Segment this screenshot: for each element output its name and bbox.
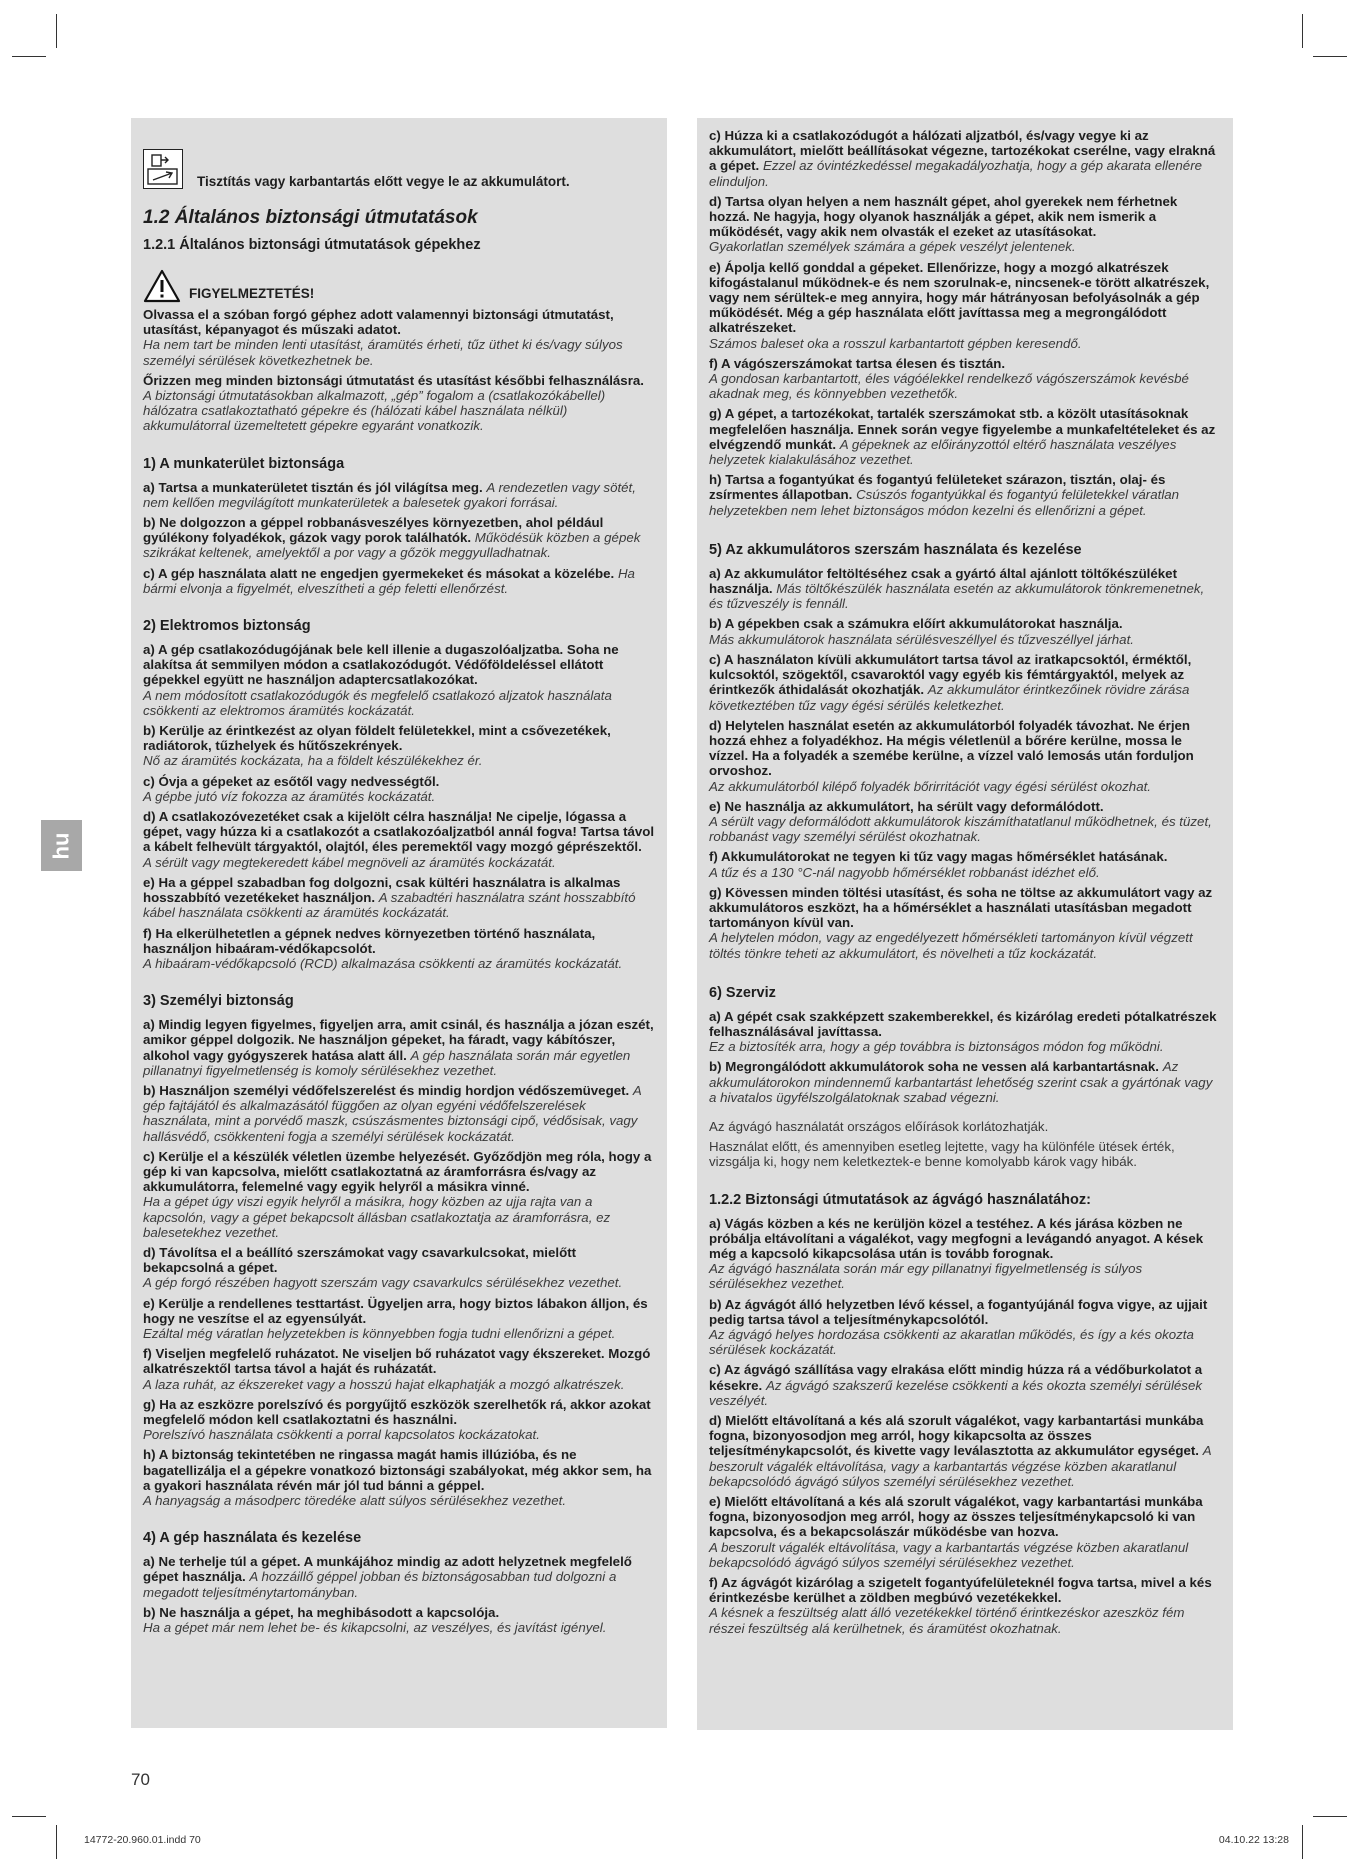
bold-text: a) A gép csatlakozódugójának bele kell illenie a dugaszolóaljzatba. Soha ne alakítsa át semmilyen módon a csatlakozódugót. Védőföldeléssel ellátott gépekkel együtt ne használjon adaptercsatlakozókat. xyxy=(143,642,619,688)
paragraph xyxy=(143,1296,655,1342)
italic-text: Ha a gépet már nem lehet be- és kikapcsolni, az veszélyes, és javítást igényel. xyxy=(143,1620,607,1636)
bold-text: e) Ha a géppel szabadban fog dolgozni, csak kültéri használatra is alkalmas hosszabbító vezetékeket használjon. xyxy=(143,874,621,906)
paragraph xyxy=(143,1447,655,1508)
bold-text: c) Óvja a gépeket az esőtől vagy nedvességtől. xyxy=(143,773,440,789)
section-heading: 2) Elektromos biztonság xyxy=(143,618,311,635)
italic-text: Más töltőkészülék használata esetén az akkumulátorok tönkremenetnek, és tűzveszély is fennáll. xyxy=(709,581,1205,612)
paragraph xyxy=(143,1245,655,1291)
paragraph xyxy=(143,373,655,434)
paragraph xyxy=(143,875,655,921)
italic-text: Az ágvágó szakszerű kezelése csökkenti a kés okozta személyi sérülések veszélyét. xyxy=(709,1377,1202,1408)
italic-text: A beszorult vágalék eltávolítása, vagy a karbantartás végzése közben akaratlanul bekapcsolódó ágvágó súlyos személyi sérülésekhez vezethet. xyxy=(709,1443,1212,1489)
bold-text: f) Viseljen megfelelő ruházatot. Ne viseljen bő ruházatot vagy ékszereket. Mozgó alkatrészektől tartsa távol a haját és ruházatát. xyxy=(143,1346,651,1377)
warning-label: FIGYELMEZTETÉS! xyxy=(189,286,315,301)
crop-mark xyxy=(1302,1825,1303,1859)
italic-text: Működésük közben a gépek szikrákat keltenek, amelyektől a por vagy a gőzök meggyulladhatnak. xyxy=(143,530,641,561)
paragraph xyxy=(143,723,655,769)
paragraph xyxy=(143,1149,655,1240)
bold-text: d) Helytelen használat esetén az akkumulátorból folyadék távozhat. Ne érjen hozzá ehhez a folyadékhoz. Ha mégis véletlenül a bőrére kerülne, mossa le vízzel. Ha a folyadék a szemébe kerülne, a vízzel való lemosás után forduljon orvoshoz. xyxy=(709,717,1194,779)
paragraph xyxy=(143,1083,655,1144)
battery-note-text: Tisztítás vagy karbantartás előtt vegye le az akkumulátort. xyxy=(197,174,570,189)
bold-text: c) A gép használata alatt ne engedjen gyermekeket és másokat a közelébe. xyxy=(143,565,615,581)
bold-text: b) Ne használja a gépet, ha meghibásodott a kapcsolója. xyxy=(143,1604,500,1620)
italic-text: A gép forgó részében hagyott szerszám vagy csavarkulcs sérülésekhez vezethet. xyxy=(143,1275,623,1291)
bold-text: g) Ha az eszközre porelszívó és porgyűjtő eszközök szerelhetők rá, akkor azokat megfelelő módon kell csatlakoztatni és használni. xyxy=(143,1396,651,1427)
italic-text: Csúszós fogantyúkkal és fogantyú felületekkel váratlan helyzetekben nem lehet biztonságos módon kezelni és ellenőrizni a gépet. xyxy=(709,487,1180,518)
bold-text: Őrizzen meg minden biztonsági útmutatást és utasítást későbbi felhasználásra. xyxy=(143,372,644,388)
bold-text: a) Mindig legyen figyelmes, figyeljen arra, amit csinál, és használja a józan eszét, amikor géppel dolgozik. Ne használjon gépeket, ha fáradt, vagy kábítószer, alkohol vagy gyógyszerek hatása alatt áll. xyxy=(143,1017,654,1063)
italic-text: A biztonsági útmutatásokban alkalmazott, „gép” fogalom a (csatlakozókábellel) hálózatra csatlakoztatható gépekre és (hálózati kábel használata nélkül) akkumulátorral üzemeltetett gépekre egyaránt vonatkozik. xyxy=(143,388,606,434)
paragraph xyxy=(709,1575,1221,1636)
bold-text: f) Ha elkerülhetetlen a gépnek nedves környezetben történő használata, használjon hibaáram-védőkapcsolót. xyxy=(143,925,596,956)
italic-text: Az ágvágó helyes hordozása csökkenti az akaratlan működés, és így a kés okozta sérülések kockázatát. xyxy=(709,1327,1194,1358)
italic-text: A rendezetlen vagy sötét, nem kellően megvilágított munkaterületek a balesetek gyakori forrásai. xyxy=(143,479,636,510)
italic-text: Számos baleset oka a rosszul karbantartott gépben keresendő. xyxy=(709,335,1082,351)
bold-text: b) Ne dolgozzon a géppel robbanásveszélyes környezetben, ahol például gyúlékony folyadékok, gázok vagy porok találhatók. xyxy=(143,515,604,546)
bold-text: e) Ne használja az akkumulátort, ha sérült vagy deformálódott. xyxy=(709,798,1104,814)
section-heading: 3) Személyi biztonság xyxy=(143,993,294,1010)
page-number: 70 xyxy=(131,1770,150,1789)
paragraph xyxy=(709,472,1221,518)
italic-text: A hibaáram-védőkapcsoló (RCD) alkalmazása csökkenti az áramütés kockázatát. xyxy=(143,955,623,971)
bold-text: b) Használjon személyi védőfelszerelést és mindig hordjon védőszemüveget. xyxy=(143,1082,630,1098)
paragraph xyxy=(143,480,655,510)
bold-text: e) Mielőtt eltávolítaná a kés alá szorult vágalékot, vagy karbantartási munkába fogna, bizonyosodjon meg arról, hogy az összes teljesítménykapcsoló ki van kapcsolva, és a bekapcsolászár működésbe van hozva. xyxy=(709,1494,1203,1540)
italic-text: A hozzáillő géppel jobban és biztonságosabban tud dolgozni a megadott teljesítménytartományban. xyxy=(143,1569,617,1600)
italic-text: A gép használata során már egyetlen pillanatnyi figyelmetlenség is komoly sérülésekhez vezethet. xyxy=(143,1047,631,1078)
italic-text: A szabadtéri használatra szánt hosszabbító kábel használata csökkenti az áramütés kockázatát. xyxy=(143,890,636,921)
language-tab xyxy=(41,820,82,871)
bold-text: c) Kerülje el a készülék véletlen üzembe helyezését. Győződjön meg róla, hogy a gép ki van kapcsolva, mielőtt csatlakoztatná az áramforrásra és/vagy az akkumulátorra, felemelné vagy egyik helyről a másikra vinné. xyxy=(143,1148,652,1195)
italic-text: Az akkumulátorokon mindennemű karbantartást lehetőség szerint csak a gyártónak vagy a hivatalos ügyfélszolgálatoknak szabad végezni. xyxy=(709,1059,1213,1105)
section-heading: 1) A munkaterület biztonsága xyxy=(143,455,345,472)
language-tab-label: hu xyxy=(48,832,74,859)
bold-text: f) Az ágvágót kizárólag a szigetelt fogantyúfelületeknél fogva tartsa, mivel a kés érintkezésbe kerülhet a zöldben megbúvó vezetékekkel. xyxy=(709,1575,1212,1606)
paragraph xyxy=(709,718,1221,794)
paragraph xyxy=(709,1413,1221,1489)
bold-text: e) Kerülje a rendellenes testtartást. Ügyeljen arra, hogy biztos lábakon álljon, és hogy ne veszítse el az egyensúlyát. xyxy=(143,1295,648,1326)
paragraph xyxy=(709,128,1221,189)
paragraph xyxy=(143,307,655,368)
paragraph xyxy=(709,1494,1221,1570)
italic-text: Porelszívó használata csökkenti a porral kapcsolatos kockázatokat. xyxy=(143,1427,540,1443)
bold-text: d) Tartsa olyan helyen a nem használt gépet, ahol gyerekek nem férhetnek hozzá. Ne hagyja, hogy olyanok használják a gépet, akik nem ismerik a működését, vagy akik nem olvasták el ezeket az utasításokat. xyxy=(709,193,1178,240)
paragraph xyxy=(709,566,1221,612)
italic-text: A beszorult vágalék eltávolítása, vagy a karbantartás végzése közben akaratlanul bekapcsolódó ágvágó súlyos személyi sérülésekhez vezethet. xyxy=(709,1539,1189,1570)
italic-text: A gondosan karbantartott, éles vágóélekkel rendelkező vágószerszámok kevésbé akadnak meg, és könnyebben vezethetők. xyxy=(709,371,1189,402)
italic-text: A késnek a feszültség alatt álló vezetékekkel történő érintkezéskor azeszköz fém részei feszültség alá kerülhetnek, és áramütést okozhatnak. xyxy=(709,1605,1185,1636)
italic-text: A tűz és a 130 °C-nál nagyobb hőmérséklet robbanást idézhet elő. xyxy=(709,864,1100,880)
italic-text: Nő az áramütés kockázata, ha a földelt készülékekhez ér. xyxy=(143,753,483,769)
italic-text: A nem módosított csatlakozódugók és megfelelő csatlakozó aljzatok használata csökkenti az elektromos áramütés kockázatát. xyxy=(143,687,612,718)
italic-text: Ha bármi elvonja a figyelmét, elveszítheti a gép feletti ellenőrzést. xyxy=(143,565,635,596)
crop-mark xyxy=(12,1816,46,1817)
battery-removal-icon xyxy=(143,149,183,189)
paragraph xyxy=(143,1605,655,1635)
bold-text: c) Az ágvágó szállítása vagy elrakása előtt mindig húzza rá a védőburkolatot a késekre. xyxy=(709,1362,1203,1393)
italic-text: A sérült vagy megtekeredett kábel megnöveli az áramütés kockázatát. xyxy=(143,854,556,870)
italic-text: Ha nem tart be minden lenti utasítást, áramütés érheti, tűz üthet ki és/vagy súlyos személyi sérülések következhetnek be. xyxy=(143,337,623,368)
bold-text: d) A csatlakozóvezetéket csak a kijelölt célra használja! Ne cipelje, lógassa a gépet, vagy húzza ki a csatlakozót a csatlakozóaljzatból annál fogva! Tartsa távol a kábelt felhevült tárgyaktól, olajtól, éles peremektől vagy mozgó géprészektől. xyxy=(143,809,655,855)
crop-mark xyxy=(12,56,46,57)
footer-file-info: 14772-20.960.01.indd 70 xyxy=(84,1834,201,1846)
italic-text: Más akkumulátorok használata sérülésveszéllyel és tűzveszéllyel járhat. xyxy=(709,631,1134,647)
bold-text: a) Vágás közben a kés ne kerüljön közel a testéhez. A kés járása közben ne próbálja eltávolítani a vágalékot, vagy megfogni a levágandó anyagot. A kések még a kapcsoló kikapcsolása után is tovább forognak. xyxy=(709,1215,1204,1261)
bold-text: e) Ápolja kellő gonddal a gépeket. Ellenőrizze, hogy a mozgó alkatrészek kifogástalanul működnek-e és nem szorulnak-e, nincsenek-e törött alkatrészek, vagy nem sérültek-e meg annyira, hogy már hátrányosan befolyásolnák a gép működését. Még a gép használata előtt javíttassa meg a megrongálódott alkatrészeket. xyxy=(709,259,1210,336)
section-heading: 4) A gép használata és kezelése xyxy=(143,1530,362,1547)
italic-text: Ezzel az óvintézkedéssel megakadályozhatja, hogy a gép akarata ellenére elinduljon. xyxy=(709,158,1203,189)
italic-text: A laza ruhát, az ékszereket vagy a hosszú hajat elkaphatják a mozgó alkatrészek. xyxy=(143,1376,625,1392)
italic-text: A gépbe jutó víz fokozza az áramütés kockázatát. xyxy=(143,788,436,804)
paragraph xyxy=(709,616,1221,646)
italic-text: A helytelen módon, vagy az engedélyezett hőmérsékleti tartományon kívül végzett töltés tönkre teheti az akkumulátort, és növelheti a tűz kockázatát. xyxy=(709,930,1193,961)
paragraph xyxy=(709,652,1221,713)
italic-text: Ha a gépet úgy viszi egyik helyről a másikra, hogy közben az ujja rajta van a kapcsolón, vagy a gépet bekapcsolt állásban csatlakoztatja az áramforrásra, ez balesetekhez vezethet. xyxy=(143,1194,611,1240)
paragraph xyxy=(709,799,1221,845)
paragraph xyxy=(143,515,655,561)
paragraph xyxy=(143,809,655,870)
paragraph xyxy=(709,260,1221,351)
paragraph xyxy=(143,642,655,718)
plain-text: Használat előtt, és amennyiben esetleg lejtette, vagy ha különféle ütések érték, vizsgálja ki, hogy nem keletkeztek-e benne komolyabb károk vagy hibák. xyxy=(709,1139,1175,1170)
bold-text: b) Megrongálódott akkumulátorok soha ne vessen alá karbantartásnak. xyxy=(709,1059,1160,1075)
section-heading: 5) Az akkumulátoros szerszám használata és kezelése xyxy=(709,541,1082,558)
crop-mark xyxy=(1313,1816,1347,1817)
italic-text: A hanyagság a másodperc töredéke alatt súlyos sérülésekhez vezethet. xyxy=(143,1493,567,1508)
bold-text: f) Akkumulátorokat ne tegyen ki tűz vagy magas hőmérséklet hatásának. xyxy=(709,849,1168,865)
italic-text: A gépeknek az előirányzottól eltérő használata veszélyes helyzetek kialakulásához vezethet. xyxy=(709,436,1177,468)
section-heading: 1.2.2 Biztonsági útmutatások az ágvágó használatához: xyxy=(709,1191,1091,1208)
section-heading: 6) Szerviz xyxy=(709,984,776,1001)
crop-mark xyxy=(1313,56,1347,57)
paragraph xyxy=(709,1297,1221,1358)
bold-text: h) Tartsa a fogantyúkat és fogantyú felületeket szárazon, tisztán, olaj- és zsírmentes állapotban. xyxy=(709,472,1166,503)
bold-text: c) A használaton kívüli akkumulátort tartsa távol az iratkapcsoktól, érméktől, kulcsoktól, szögektől, csavaroktól vagy egyéb kis fémtárgyaktól, melyek az érintkezők áthidalását okozhatják. xyxy=(709,651,1192,698)
paragraph xyxy=(709,194,1221,255)
bold-text: h) A biztonság tekintetében ne ringassa magát hamis illúzióba, és ne bagatellizálja el a gépekre vonatkozó biztonsági szabályokat, még akkor sem, ha a gyakori használata révén már jól tud bánni a géppel. xyxy=(143,1447,652,1493)
paragraph xyxy=(143,1346,655,1392)
paragraph xyxy=(143,1397,655,1443)
italic-text: Az akkumulátorból kilépő folyadék bőrirritációt vagy égési sérülést okozhat. xyxy=(709,778,1151,794)
italic-text: Gyakorlatlan személyek számára a gépek veszélyt jelentenek. xyxy=(709,239,1076,255)
crop-mark xyxy=(1302,14,1303,48)
bold-text: g) Kövessen minden töltési utasítást, és soha ne töltse az akkumulátort vagy az akkumulátoros eszközt, ha a hőmérséklet a használati utasításban megadott tartományon kívül van. xyxy=(709,884,1213,931)
crop-mark xyxy=(56,14,57,48)
italic-text: A gép fajtájától és alkalmazásától függően az olyan egyéni védőfelszerelések használata, mint a porvédő maszk, csúszásmentes biztonsági cipő, védősisak, vagy hallásvédő, csökkenteni fogja a személyi sérülések kockázatát. xyxy=(143,1082,642,1144)
paragraph xyxy=(709,1009,1221,1055)
paragraph xyxy=(143,926,655,972)
crop-mark xyxy=(56,1825,57,1859)
section-title: 1.2 Általános biztonsági útmutatások xyxy=(143,207,478,228)
paragraph xyxy=(709,885,1221,961)
bold-text: d) Mielőtt eltávolítaná a kés alá szorult vágalékot, vagy karbantartási munkába fogna, bizonyosodjon meg arról, hogy kikapcsolta az összes teljesítménykapcsolót, és kivette vagy leválasztotta az akkumulátor egységet. xyxy=(709,1413,1204,1459)
footer-timestamp: 04.10.22 13:28 xyxy=(1218,1834,1289,1846)
battery-note xyxy=(143,131,655,189)
italic-text: Ezáltal még váratlan helyzetekben is könnyebben fogja tudni ellenőrizni a gépet. xyxy=(143,1325,616,1341)
paragraph xyxy=(709,1362,1221,1408)
paragraph xyxy=(709,356,1221,402)
plain-text: Az ágvágó használatát országos előírások korlátozhatják. xyxy=(709,1118,1049,1134)
italic-text: Az ágvágó használata során már egy pillanatnyi figyelmetlenség is súlyos sérülésekhez vezethet. xyxy=(709,1261,1143,1292)
paragraph xyxy=(709,406,1221,467)
paragraph xyxy=(709,849,1221,879)
paragraph xyxy=(709,1059,1221,1105)
bold-text: a) Tartsa a munkaterületet tisztán és jól világítsa meg. xyxy=(143,479,483,495)
bold-text: b) A gépekben csak a számukra előírt akkumulátorokat használja. xyxy=(709,616,1123,632)
warning-triangle-icon xyxy=(143,269,181,303)
bold-text: a) A gépét csak szakképzett szakemberekkel, és kizárólag eredeti pótalkatrészek felhasználásával javíttassa. xyxy=(709,1008,1217,1039)
bold-text: b) Kerülje az érintkezést az olyan földelt felületekkel, mint a csővezetékek, radiátorok, tűzhelyek és hűtőszekrények. xyxy=(143,723,611,754)
bold-text: c) Húzza ki a csatlakozódugót a hálózati aljzatból, és/vagy vegye ki az akkumulátort, mielőtt beállításokat végezne, tartozékokat cserélne, vagy elrakná a gépet. xyxy=(709,128,1216,174)
bold-text: f) A vágószerszámokat tartsa élesen és tisztán. xyxy=(709,355,1006,371)
left-column xyxy=(131,118,667,1728)
bold-text: Olvassa el a szóban forgó géphez adott valamennyi biztonsági útmutatást, utasítást, képanyagot és műszaki adatot. xyxy=(143,307,614,338)
italic-text: A sérült vagy deformálódott akkumulátorok kiszámíthatatlanul működhetnek, és tüzet, robbanást vagy személyi sérülést okozhatnak. xyxy=(709,813,1212,845)
bold-text: a) Ne terhelje túl a gépet. A munkájához mindig az adott helyzetnek megfelelő gépet használja. xyxy=(143,1554,632,1585)
paragraph xyxy=(143,566,655,596)
paragraph xyxy=(143,1554,655,1600)
warning-block xyxy=(143,265,655,303)
italic-text: Ez a biztosíték arra, hogy a gép továbbra is biztonságos módon fog működni. xyxy=(709,1039,1164,1055)
paragraph xyxy=(143,774,655,804)
bold-text: g) A gépet, a tartozékokat, tartalék szerszámokat stb. a közölt utasításoknak megfelelően használja. Ennek során vegye figyelembe a munkafeltételeket és az elvégzendő munkát. xyxy=(709,406,1216,452)
bold-text: b) Az ágvágót álló helyzetben lévő késsel, a fogantyújánál fogva vigye, az ujjait pedig tartsa távol a teljesítménykapcsolótól. xyxy=(709,1296,1208,1327)
right-column xyxy=(697,118,1233,1730)
bold-text: d) Távolítsa el a beállító szerszámokat vagy csavarkulcsokat, mielőtt bekapcsolná a gépet. xyxy=(143,1244,577,1276)
subsection-title: 1.2.1 Általános biztonsági útmutatások gépekhez xyxy=(143,237,481,253)
paragraph xyxy=(709,1216,1221,1292)
bold-text: a) Az akkumulátor feltöltéséhez csak a gyártó által ajánlott töltőkészüléket használja. xyxy=(709,565,1177,597)
italic-text: Az akkumulátor érintkezőinek rövidre zárása következtében tűz vagy égési sérülés keletkezhet. xyxy=(709,682,1190,713)
paragraph xyxy=(143,1017,655,1078)
